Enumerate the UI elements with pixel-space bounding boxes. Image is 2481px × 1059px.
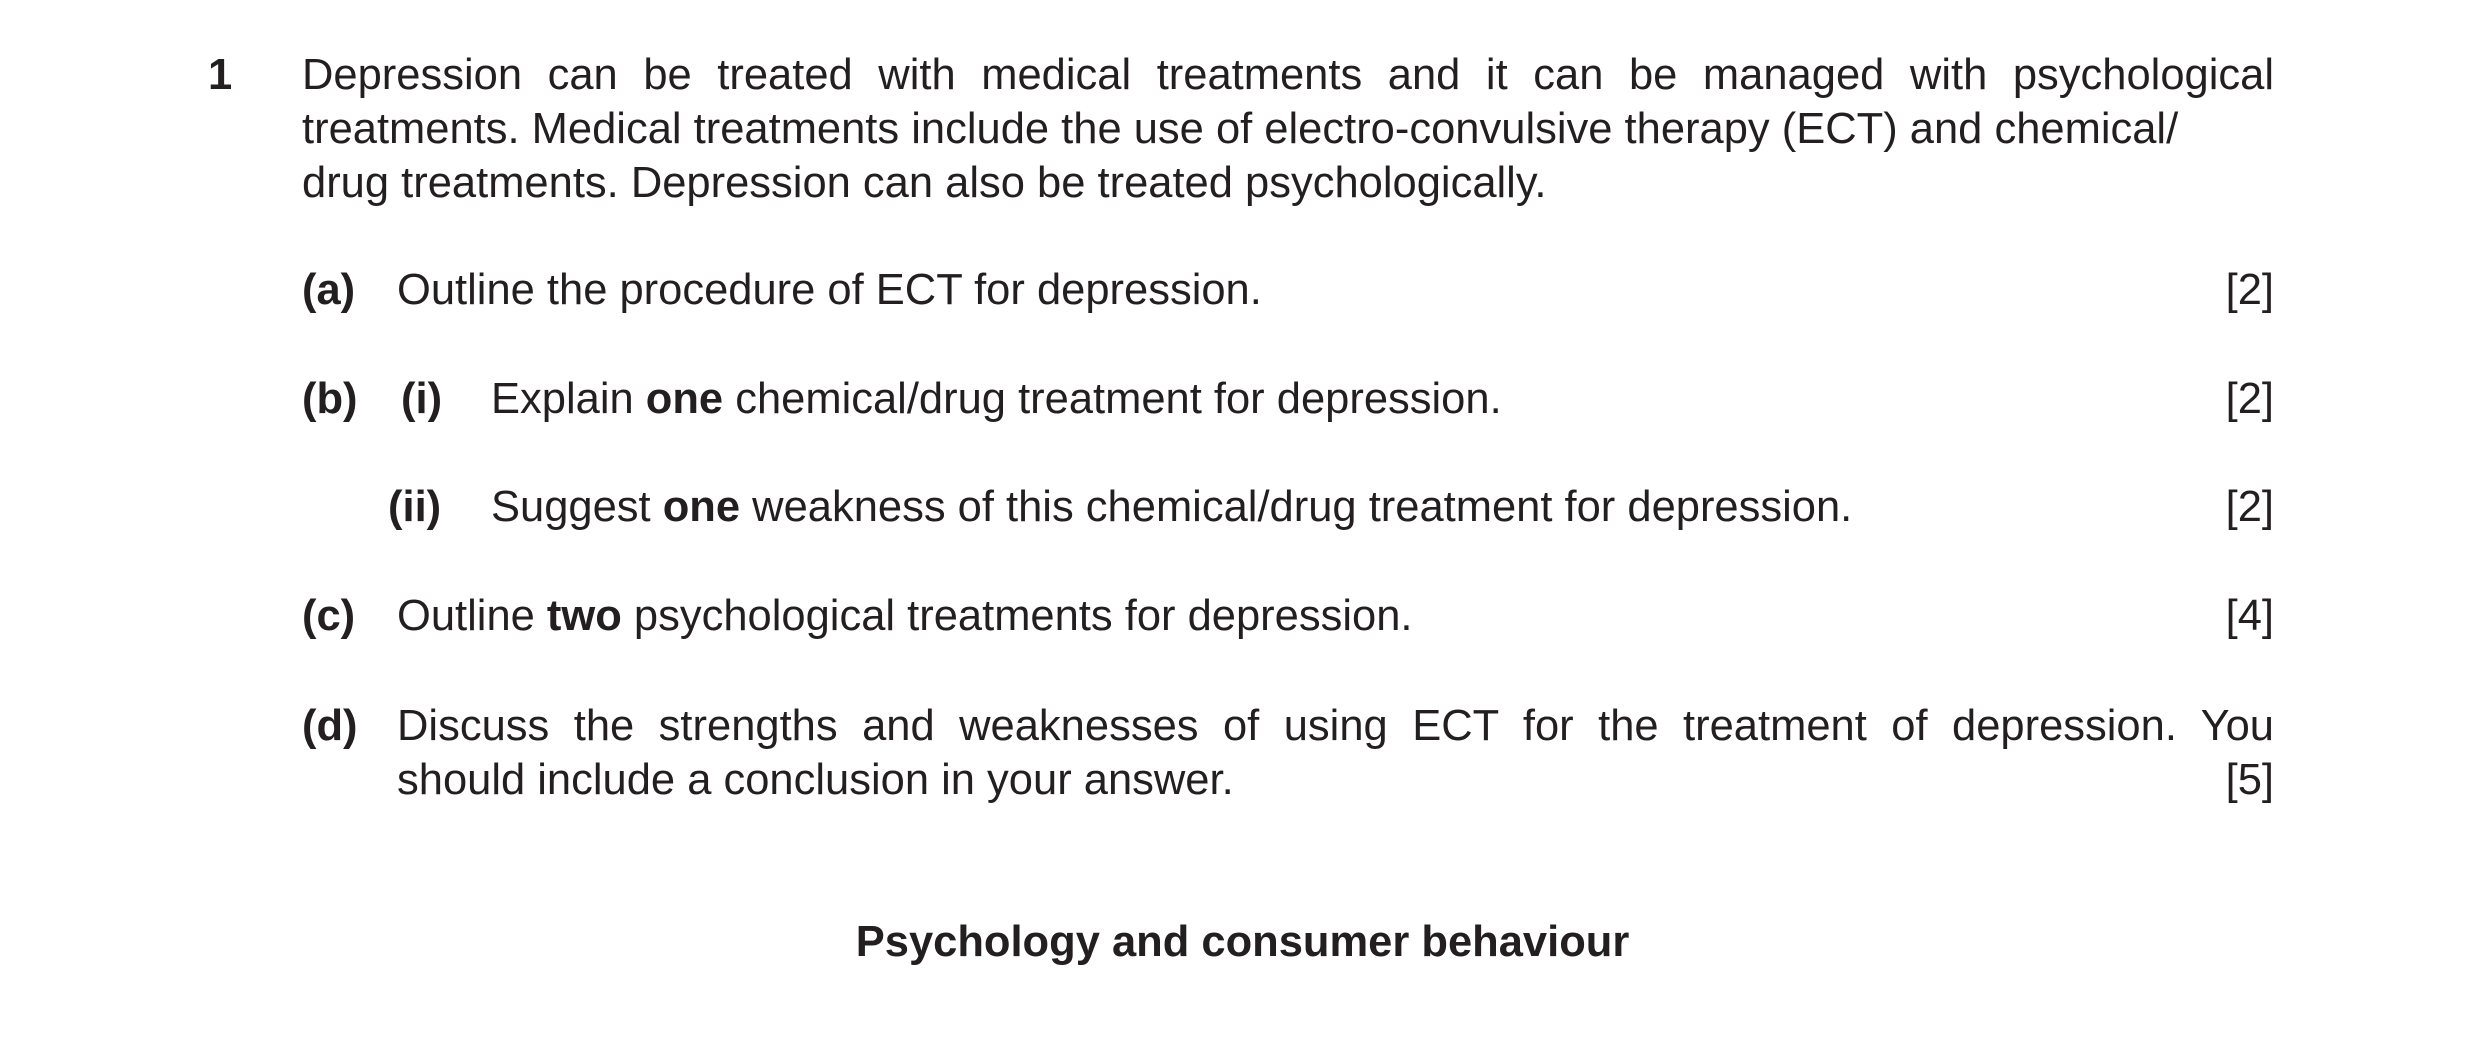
part-d-label: (d)	[302, 702, 358, 750]
part-c-label: (c)	[302, 592, 356, 640]
emphasis-word: one	[662, 483, 741, 531]
emphasis-word: two	[546, 592, 622, 640]
question-number: 1	[208, 51, 233, 99]
part-b-i-text: Explain one chemical/drug treatment for depression.	[491, 375, 1502, 423]
part-b-i	[302, 372, 2274, 426]
part-b-ii	[302, 480, 2274, 534]
emphasis-word: one	[645, 375, 724, 423]
part-b-ii-label: (ii)	[388, 483, 442, 531]
part-c	[302, 589, 2274, 643]
part-b-i-marks: [2]	[2225, 375, 2274, 423]
part-a-label: (a)	[302, 266, 356, 314]
part-c-marks: [4]	[2225, 592, 2274, 640]
part-b-i-label: (i)	[401, 375, 443, 423]
section-heading: Psychology and consumer behaviour	[855, 918, 1630, 966]
part-a-text: Outline the procedure of ECT for depression.	[397, 266, 1262, 314]
part-a-marks: [2]	[2225, 266, 2274, 314]
part-d-text	[397, 699, 2274, 807]
part-b-ii-marks: [2]	[2225, 483, 2274, 531]
question-stem	[302, 48, 2274, 210]
part-b-ii-text: Suggest one weakness of this chemical/drug treatment for depression.	[491, 483, 1853, 531]
part-c-text: Outline two psychological treatments for depression.	[397, 592, 1413, 640]
part-b-label: (b)	[302, 375, 358, 423]
part-d-marks: [5]	[2225, 756, 2274, 804]
stem-line: Depression can be treated with medical treatments and it can be managed with psychological	[302, 51, 2274, 99]
part-d-line: Discuss the strengths and weaknesses of using ECT for the treatment of depression. You	[397, 702, 2274, 750]
part-d-line: should include a conclusion in your answer. [5]	[397, 753, 2274, 807]
part-a	[302, 263, 2274, 317]
stem-line: treatments. Medical treatments include the use of electro-convulsive therapy (ECT) and chemical/	[302, 105, 2179, 153]
stem-line: drug treatments. Depression can also be treated psychologically.	[302, 159, 1547, 207]
